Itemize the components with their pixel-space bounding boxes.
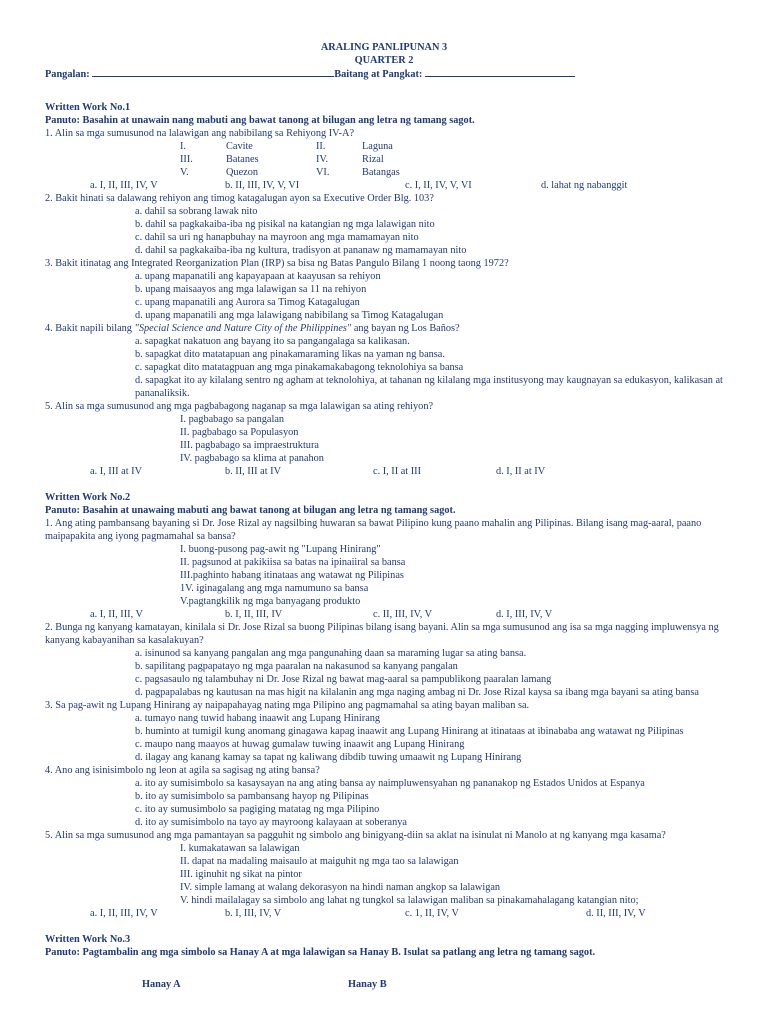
grid-cell: Batangas xyxy=(362,167,400,178)
grade-blank[interactable] xyxy=(425,67,575,77)
answer-choice[interactable]: b. dahil sa pagkakaiba-iba ng pisikal na katangian ng mga lalawigan nito xyxy=(135,219,435,230)
column-b-heading: Hanay B xyxy=(348,979,387,990)
ww1-q3: 3. Bakit itinatag ang Integrated Reorganization Plan (IRP) sa bisa ng Batas Pangulo Bilang 1 noong taong 1972? xyxy=(45,258,509,269)
list-item: IV. pagbabago sa klima at panahon xyxy=(180,453,324,464)
grid-cell: V. xyxy=(180,167,189,178)
quarter-label: QUARTER 2 xyxy=(354,55,414,66)
answer-choice[interactable]: d. dahil sa pagkakaiba-iba ng kultura, tradisyon at pananaw ng mamamayan nito xyxy=(135,245,467,256)
grid-cell: Cavite xyxy=(226,141,253,152)
grid-cell: II. xyxy=(316,141,326,152)
ww2-q2: 2. Bunga ng kanyang kamatayan, kinilala si Dr. Jose Rizal sa buong Pilipinas bilang isang bayani. Alin sa mga sumusunod ang isa sa mga nagging impluwensya ng kanyang kabayanihan sa kasalakuyan? xyxy=(45,622,719,646)
answer-choice[interactable]: d. II, III, IV, V xyxy=(586,908,646,919)
answer-choice[interactable]: b. sapagkat dito matatapuan ang pinakamaraming likas na yaman ng bansa. xyxy=(135,349,445,360)
grid-cell: I. xyxy=(180,141,187,152)
answer-choice[interactable]: d. I, III, IV, V xyxy=(496,609,553,620)
answer-choice[interactable]: c. I, II at III xyxy=(373,466,422,477)
list-item: I. buong-pusong pag-awit ng "Lupang Hinirang" xyxy=(180,544,381,555)
answer-choice[interactable]: a. dahil sa sobrang lawak nito xyxy=(135,206,258,217)
ww1-title: Written Work No.1 xyxy=(45,102,131,113)
answer-choice[interactable]: c. pagsasaulo ng talambuhay ni Dr. Jose Rizal ng bawat mag-aaral sa pampublikong paaralan lamang xyxy=(135,674,552,685)
answer-choice[interactable]: b. II, III at IV xyxy=(225,466,282,477)
ww2-q5-answers xyxy=(45,907,768,920)
subject-title: ARALING PANLIPUNAN 3 xyxy=(320,42,448,53)
question-text: 4. Bakit napili bilang xyxy=(45,323,135,334)
list-item: I. kumakatawan sa lalawigan xyxy=(180,843,300,854)
ww1-q5-answers xyxy=(45,465,768,478)
list-item: II. dapat na madaling maisaulo at maiguhit ng mga tao sa lalawigan xyxy=(180,856,459,867)
answer-choice[interactable]: b. upang maisaayos ang mga lalawigan sa 11 na rehiyon xyxy=(135,284,367,295)
answer-choice[interactable]: a. tumayo nang tuwid habang inaawit ang Lupang Hinirang xyxy=(135,713,381,724)
ww1-instruction: Panuto: Basahin at unawain nang mabuti ang bawat tanong at bilugan ang letra ng tamang sagot. xyxy=(45,115,475,126)
answer-choice[interactable]: d. I, II at IV xyxy=(496,466,546,477)
answer-choice[interactable]: c. dahil sa uri ng hanapbuhay na mayroon ang mga mamamayan nito xyxy=(135,232,419,243)
answer-choice[interactable]: c. II, III, IV, V xyxy=(373,609,433,620)
answer-choice[interactable]: c. 1, II, IV, V xyxy=(405,908,459,919)
answer-choice[interactable]: a. I, II, III, IV, V xyxy=(90,180,158,191)
name-grade-line xyxy=(45,67,768,81)
ww3-instruction: Panuto: Pagtambalin ang mga simbolo sa Hanay A at mga lalawigan sa Hanay B. Isulat sa patlang ang letra ng tamang sagot. xyxy=(45,947,596,958)
grid-cell: III. xyxy=(180,154,193,165)
answer-choice[interactable]: b. huminto at tumigil kung anomang ginagawa kapag inaawit ang Lupang Hinirang at itinataas at ibinababa ang watawat ng Pilipinas xyxy=(135,726,684,737)
name-blank[interactable] xyxy=(92,67,334,77)
question-text: ang bayan ng Los Baños? xyxy=(351,323,460,334)
written-work-3 xyxy=(45,933,768,994)
list-item: 1V. iginagalang ang mga namumuno sa bansa xyxy=(180,583,369,594)
list-item: III.paghinto habang itinataas ang watawat ng Pilipinas xyxy=(180,570,404,581)
answer-choice[interactable]: d. ito ay sumisimbolo na tayo ay mayroong kalayaan at soberanya xyxy=(135,817,407,828)
ww1-q5: 5. Alin sa mga sumusunod ang mga pagbabagong naganap sa mga lalawigan sa ating rehiyon? xyxy=(45,401,434,412)
question-emphasis: "Special Science and Nature City of the Philippines" xyxy=(134,323,352,334)
worksheet-header xyxy=(0,0,768,81)
ww2-q5: 5. Alin sa mga sumusunod ang mga pamantayan sa pagguhit ng simbolo ang binigyang-diin sa aklat na isinulat ni Manolo at ng kanyang mga kasama? xyxy=(45,830,666,841)
ww1-q4 xyxy=(45,322,768,335)
grid-cell: Laguna xyxy=(362,141,393,152)
answer-choice[interactable]: d. sapagkat ito ay kilalang sentro ng agham at teknolohiya, at tahanan ng kilalang mga institusyong may kaugnayan sa edukasyon, kalikasan at pananaliksik. xyxy=(135,375,723,399)
answer-choice[interactable]: a. ito ay sumisimbolo sa kasaysayan na ang ating bansa ay naimpluwensyahan ng pananakop ng Estados Unidos at Espanya xyxy=(135,778,645,789)
answer-choice[interactable]: b. sapilitang pagpapatayo ng mga paaralan na nakasunod sa kanyang pangalan xyxy=(135,661,458,672)
matching-columns xyxy=(45,978,768,994)
answer-choice[interactable]: d. ilagay ang kanang kamay sa tapat ng kaliwang dibdib tuwing umaawit ng Lupang Hinirang xyxy=(135,752,522,763)
answer-choice[interactable]: c. upang mapanatili ang Aurora sa Timog Katagalugan xyxy=(135,297,360,308)
ww2-q1: 1. Ang ating pambansang bayaning si Dr. Jose Rizal ay nagsilbing huwaran sa bawat Pilipino kung paano mahalin ang Pilipinas. Bilang isang mag-aaral, paano maipapakita ang iyong pagmamahal sa bansa? xyxy=(45,518,702,542)
list-item: I. pagbabago sa pangalan xyxy=(180,414,285,425)
answer-choice[interactable]: a. upang mapanatili ang kapayapaan at kaayusan sa rehiyon xyxy=(135,271,381,282)
answer-choice[interactable]: c. I, II, IV, V, VI xyxy=(405,180,472,191)
ww1-q1-grid xyxy=(45,140,768,179)
list-item: V.pagtangkilik ng mga banyagang produkto xyxy=(180,596,361,607)
list-item: V. hindi mailalagay sa simbolo ang lahat ng tungkol sa lalawigan maliban sa pinakamahalagang katangian nito; xyxy=(180,895,639,906)
written-work-2 xyxy=(45,491,768,920)
answer-choice[interactable]: a. sapagkat nakatuon ang bayang ito sa pangangalaga sa kalikasan. xyxy=(135,336,410,347)
ww2-q4: 4. Ano ang isinisimbolo ng leon at agila sa sagisag ng ating bansa? xyxy=(45,765,320,776)
list-item: II. pagsunod at pakikiisa sa batas na ipinaiiral sa bansa xyxy=(180,557,406,568)
answer-choice[interactable]: a. I, II, III, V xyxy=(90,609,143,620)
answer-choice[interactable]: b. I, III, IV, V xyxy=(225,908,282,919)
list-item: III. pagbabago sa impraestruktura xyxy=(180,440,319,451)
column-a-heading: Hanay A xyxy=(142,979,181,990)
grid-cell: VI. xyxy=(316,167,330,178)
ww2-q3: 3. Sa pag-awit ng Lupang Hinirang ay naipapahayag nating mga Pilipino ang pagmamahal sa ating bayan maliban sa. xyxy=(45,700,530,711)
ww3-title: Written Work No.3 xyxy=(45,934,131,945)
written-work-1 xyxy=(45,101,768,478)
ww2-q1-answers xyxy=(45,608,768,621)
answer-choice[interactable]: c. ito ay sumusimbolo sa pagiging matatag ng mga Pilipino xyxy=(135,804,380,815)
answer-choice[interactable]: a. isinunod sa kanyang pangalan ang mga pangunahing daan sa maraming lugar sa ating bansa. xyxy=(135,648,527,659)
list-item: IV. simple lamang at walang dekorasyon na hindi naman angkop sa lalawigan xyxy=(180,882,501,893)
list-item: III. iginuhit ng sikat na pintor xyxy=(180,869,302,880)
answer-choice[interactable]: d. pagpapalabas ng kautusan na mas higit na kilalanin ang mga naging ambag ni Dr. Jose Rizal kaysa sa ibang mga bayani sa ating bansa xyxy=(135,687,699,698)
grid-cell: Batanes xyxy=(226,154,259,165)
answer-choice[interactable]: a. I, III at IV xyxy=(90,466,143,477)
name-label: Pangalan: xyxy=(45,69,90,80)
answer-choice[interactable]: a. I, II, III, IV, V xyxy=(90,908,158,919)
answer-choice[interactable]: b. II, III, IV, V, VI xyxy=(225,180,300,191)
grade-label: Baitang at Pangkat: xyxy=(334,69,423,80)
answer-choice[interactable]: d. lahat ng nabanggit xyxy=(541,180,628,191)
grid-cell: IV. xyxy=(316,154,329,165)
grid-cell: Quezon xyxy=(226,167,259,178)
ww1-q2: 2. Bakit hinati sa dalawang rehiyon ang timog katagalugan ayon sa Executive Order Blg. 103? xyxy=(45,193,434,204)
grid-cell: Rizal xyxy=(362,154,384,165)
ww1-q1-answers xyxy=(45,179,768,192)
answer-choice[interactable]: b. I, II, III, IV xyxy=(225,609,283,620)
answer-choice[interactable]: c. maupo nang maayos at huwag gumalaw tuwing inaawit ang Lupang Hinirang xyxy=(135,739,465,750)
answer-choice[interactable]: b. ito ay sumisimbolo sa pambansang hayop ng Pilipinas xyxy=(135,791,369,802)
list-item: II. pagbabago sa Populasyon xyxy=(180,427,299,438)
ww2-title: Written Work No.2 xyxy=(45,492,131,503)
answer-choice[interactable]: d. upang mapanatili ang mga lalawigang nabibilang sa Timog Katagalugan xyxy=(135,310,444,321)
ww2-instruction: Panuto: Basahin at unawaing mabuti ang bawat tanong at bilugan ang letra ng tamang sagot. xyxy=(45,505,456,516)
ww1-q1: 1. Alin sa mga sumusunod na lalawigan ang nabibilang sa Rehiyong IV-A? xyxy=(45,128,355,139)
answer-choice[interactable]: c. sapagkat dito matatagpuan ang mga pinakamakabagong teknolohiya sa bansa xyxy=(135,362,464,373)
